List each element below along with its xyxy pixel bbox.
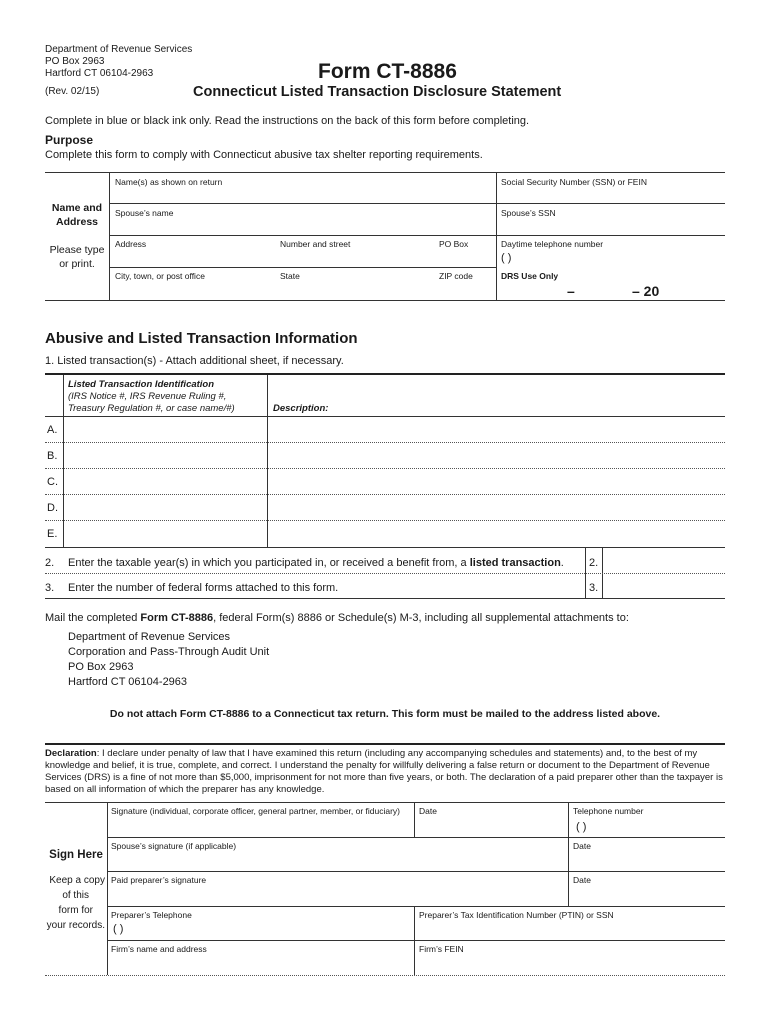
name-address-label-2: Address: [55, 216, 98, 228]
sign-row-line-2: [107, 871, 725, 872]
col-id-heading-3: Treasury Regulation #, or case name/#): [68, 403, 235, 414]
row-line-e: [45, 547, 725, 548]
name-address-label-1: Name and: [51, 202, 103, 214]
sign-row-line-3: [107, 906, 725, 907]
col-id-heading-2: (IRS Notice #, IRS Revenue Ruling #,: [68, 391, 227, 402]
spouse-ssn-label: Spouse’s SSN: [501, 208, 556, 218]
signature-field[interactable]: [108, 817, 413, 836]
line2-text-a: Enter the taxable year(s) in which you participated in, or received a benefit from, a: [68, 557, 470, 569]
form-title: Form CT-8886: [318, 60, 457, 83]
line3-bottom: [45, 598, 725, 599]
do-not-attach-warning: Do not attach Form CT-8886 to a Connecticut tax return. This form must be mailed to the address listed above.: [109, 708, 661, 720]
ink-instructions: Complete in blue or black ink only. Read the instructions on the back of this form before completing.: [45, 115, 530, 127]
transaction-desc-a[interactable]: [268, 417, 724, 441]
line2-taxable-years-field[interactable]: [603, 549, 724, 572]
firm-name-label: Firm’s name and address: [111, 944, 207, 954]
mailing-text-b: Form CT-8886: [140, 612, 214, 624]
id-top-border: [45, 172, 725, 173]
spouse-name-field[interactable]: [110, 219, 495, 234]
line1-text: 1. Listed transaction(s) - Attach additional sheet, if necessary.: [45, 355, 344, 367]
phone-area-code-parens: ( ): [501, 252, 512, 264]
transaction-id-d[interactable]: [64, 495, 266, 519]
spouse-ssn-field[interactable]: [497, 219, 724, 234]
city-label: City, town, or post office: [115, 271, 205, 281]
mail-address-line-1: Department of Revenue Services: [68, 631, 231, 643]
form-subtitle: Connecticut Listed Transaction Disclosure Statement: [193, 84, 562, 100]
col-desc-heading: Description:: [273, 403, 329, 414]
line2-box-label: 2.: [589, 557, 599, 569]
signature-date-label: Date: [419, 806, 437, 816]
firm-fein-label: Firm’s FEIN: [419, 944, 464, 954]
firm-name-field[interactable]: [108, 955, 413, 974]
declaration-top-border: [45, 743, 725, 745]
ssn-fein-label: Social Security Number (SSN) or FEIN: [501, 177, 647, 187]
transaction-id-e[interactable]: [64, 521, 266, 546]
preparer-telephone-field[interactable]: [135, 921, 413, 939]
sign-here-label: Sign Here: [49, 849, 103, 861]
transaction-id-a[interactable]: [64, 417, 266, 441]
spouse-name-label: Spouse’s name: [115, 208, 174, 218]
transaction-desc-b[interactable]: [268, 443, 724, 467]
line3-number: 3.: [45, 582, 55, 594]
city-state-zip-field[interactable]: [110, 282, 495, 299]
agency-name: Department of Revenue Services: [45, 44, 193, 55]
line3-text: Enter the number of federal forms attached to this form.: [68, 582, 339, 594]
purpose-text: Complete this form to comply with Connecticut abusive tax shelter reporting requirements.: [45, 149, 483, 161]
declaration-paragraph: [45, 748, 727, 796]
sign-top-border: [45, 802, 725, 803]
drs-year-prefix: – 20: [632, 283, 660, 299]
preparer-date-label: Date: [573, 875, 591, 885]
row-label-d: D.: [47, 502, 58, 514]
please-type-label-1: Please type: [49, 244, 105, 256]
keep-copy-1: Keep a copy: [49, 875, 105, 886]
spouse-signature-field[interactable]: [108, 852, 567, 870]
id-bottom-border: [45, 300, 725, 301]
please-type-label-2: or print.: [59, 258, 95, 270]
spouse-date-field[interactable]: [569, 852, 724, 870]
transaction-desc-c[interactable]: [268, 469, 724, 493]
telephone-field[interactable]: [600, 817, 724, 836]
col-id-heading-1: Listed Transaction Identification: [68, 379, 215, 390]
id-row-line-1: [109, 203, 725, 204]
row-label-b: B.: [47, 450, 58, 462]
transaction-table-top: [45, 373, 725, 375]
state-label: State: [280, 271, 300, 281]
row-label-e: E.: [47, 528, 58, 540]
telephone-parens: ( ): [576, 821, 587, 833]
preparer-date-field[interactable]: [569, 886, 724, 905]
mail-address-line-3: PO Box 2963: [68, 661, 134, 673]
spouse-signature-label: Spouse’s signature (if applicable): [111, 841, 237, 851]
names-on-return-field[interactable]: [110, 188, 495, 202]
preparer-signature-field[interactable]: [108, 886, 567, 905]
line2-box-left: [585, 548, 586, 573]
transaction-id-b[interactable]: [64, 443, 266, 467]
line2-text-b: listed transaction: [469, 557, 561, 569]
transaction-desc-e[interactable]: [268, 521, 724, 546]
line3-federal-forms-field[interactable]: [603, 574, 724, 597]
mailing-text-a: Mail the completed: [45, 612, 141, 624]
keep-copy-2: of this: [62, 890, 89, 901]
revision-date: (Rev. 02/15): [45, 86, 100, 97]
po-box-label: PO Box: [439, 239, 469, 249]
spouse-date-label: Date: [573, 841, 591, 851]
keep-copy-3: form for: [58, 905, 93, 916]
ssn-fein-field[interactable]: [497, 188, 724, 202]
line2-text-c: .: [560, 557, 564, 569]
agency-pobox: PO Box 2963: [45, 56, 105, 67]
sign-bottom-border: [45, 975, 725, 976]
ptin-field[interactable]: [415, 921, 724, 939]
drs-dash: –: [567, 283, 575, 299]
transactions-heading: Abusive and Listed Transaction Information: [45, 330, 358, 347]
sign-row-line-4: [107, 940, 725, 941]
ptin-label: Preparer’s Tax Identification Number (PTIN) or SSN: [419, 910, 614, 920]
drs-use-only-label: DRS Use Only: [501, 271, 559, 281]
daytime-phone-field[interactable]: [540, 250, 724, 266]
firm-fein-field[interactable]: [415, 955, 724, 974]
daytime-phone-label: Daytime telephone number: [501, 239, 604, 249]
transaction-id-c[interactable]: [64, 469, 266, 493]
mailing-text-c: , federal Form(s) 8886 or Schedule(s) M-3, including all supplemental attachments to:: [213, 612, 629, 624]
transaction-desc-d[interactable]: [268, 495, 724, 519]
line3-box-label: 3.: [589, 582, 599, 594]
line2-text: [68, 556, 564, 570]
mail-address-line-4: Hartford CT 06104-2963: [68, 676, 188, 688]
number-street-label: Number and street: [280, 239, 351, 249]
line3-box-left: [585, 573, 586, 598]
purpose-heading: Purpose: [45, 133, 94, 147]
preparer-signature-label: Paid preparer’s signature: [111, 875, 207, 885]
names-on-return-label: Name(s) as shown on return: [115, 177, 223, 187]
zip-label: ZIP code: [439, 271, 473, 281]
mail-address-line-2: Corporation and Pass-Through Audit Unit: [68, 646, 270, 658]
declaration-text: : I declare under penalty of law that I have examined this return (including any accompanying schedules and statements) and, to the best of my knowledge and belief, it is true, complete, and correct. I understand the penalty for willfully delivering a false return or document to the Department of Revenue Services (DRS) is a fine of not more than $5,000, imprisonment for not more than five years, or both. The declaration of a paid preparer other than the taxpayer is based on all information of which the preparer has any knowledge.: [45, 748, 723, 795]
id-row-line-2: [109, 235, 725, 236]
sign-row-line-1: [107, 837, 725, 838]
preparer-telephone-label: Preparer’s Telephone: [111, 910, 192, 920]
signature-date-field[interactable]: [415, 817, 567, 836]
line2-number: 2.: [45, 557, 55, 569]
address-field[interactable]: [110, 250, 495, 266]
row-label-a: A.: [47, 424, 58, 436]
agency-city: Hartford CT 06104-2963: [45, 68, 154, 79]
id-row-line-3: [109, 267, 496, 268]
row-label-c: C.: [47, 476, 58, 488]
declaration-label: Declaration: [45, 748, 97, 759]
keep-copy-4: your records.: [46, 920, 105, 931]
signature-label: Signature (individual, corporate officer, general partner, member, or fiduciary): [111, 806, 400, 816]
telephone-label: Telephone number: [573, 806, 644, 816]
address-label: Address: [115, 239, 147, 249]
preparer-telephone-parens: ( ): [113, 923, 124, 935]
mailing-instruction: [45, 611, 629, 625]
